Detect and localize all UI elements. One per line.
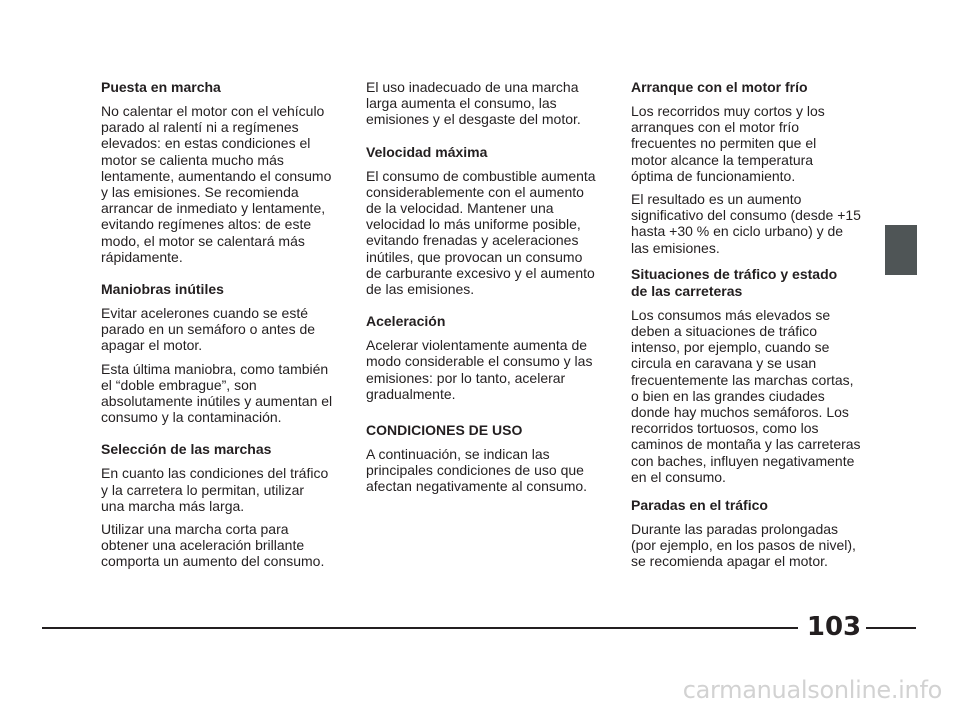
- paragraph: A continuación, se indican las principales condiciones de uso que afectan negativamente al consumo.: [366, 446, 588, 495]
- paragraph: El resultado es un aumento significativo del consumo (desde +15 hasta +30 % en ciclo urbano) y de las emisiones.: [631, 191, 861, 256]
- section-tab-marker: [885, 225, 917, 275]
- watermark: carmanualsonline.info: [682, 676, 942, 704]
- column-left: [101, 79, 341, 577]
- heading-arranque-motor-frio: Arranque con el motor frío: [631, 79, 808, 95]
- paragraph: No calentar el motor con el vehículo parado al ralentí ni a regímenes elevados: en estas condiciones el motor se calienta mucho más lentamente, aumentando el consumo y las emisiones. Se recomienda arrancar de inmediato y lentamente, evitando regímenes altos: de este modo, el motor se calentará más rápidamente.: [101, 103, 332, 265]
- heading-situaciones-trafico: Situaciones de tráfico y estado de las carreteras: [631, 265, 838, 299]
- page-number: 103: [806, 612, 862, 642]
- paragraph: Los recorridos muy cortos y los arranques con el motor frío frecuentes no permiten que el motor alcance la temperatura óptima de funcionamiento.: [631, 103, 825, 184]
- paragraph: Evitar acelerones cuando se esté parado en un semáforo o antes de apagar el motor.: [101, 305, 316, 354]
- column-middle: [366, 79, 606, 502]
- paragraph: Los consumos más elevados se deben a situaciones de tráfico intenso, por ejemplo, cuando se circula en caravana y se usan frecuentemente las marchas cortas, o bien en las grandes ciudades donde hay muchos semáforos. Los recorridos tortuosos, como los caminos de montaña y las carreteras con baches, influyen negativamente en el consumo.: [631, 306, 861, 485]
- heading-aceleracion: Aceleración: [366, 313, 446, 330]
- heading-velocidad-maxima: Velocidad máxima: [366, 143, 488, 160]
- column-right: [631, 79, 871, 577]
- heading-puesta-en-marcha: Puesta en marcha: [101, 79, 221, 95]
- paragraph: El consumo de combustible aumenta considerablemente con el aumento de la velocidad. Mantener una velocidad lo más uniforme posible, evitando frenadas y aceleraciones inútiles, que provocan un consumo de carburante excesivo y el aumento de las emisiones.: [366, 167, 596, 298]
- paragraph: En cuanto las condiciones del tráfico y la carretera lo permitan, utilizar una marcha más larga.: [101, 465, 329, 514]
- heading-paradas-trafico: Paradas en el tráfico: [631, 497, 768, 514]
- paragraph: El uso inadecuado de una marcha larga aumenta el consumo, las emisiones y el desgaste del motor.: [366, 79, 581, 128]
- heading-condiciones-de-uso: CONDICIONES DE USO: [366, 422, 523, 439]
- paragraph: Utilizar una marcha corta para obtener una aceleración brillante comporta un aumento del consumo.: [101, 521, 325, 570]
- paragraph: Acelerar violentamente aumenta de modo considerable el consumo y las emisiones: por lo tanto, acelerar gradualmente.: [366, 337, 593, 402]
- heading-seleccion-marchas: Selección de las marchas: [101, 441, 272, 458]
- heading-maniobras-inutiles: Maniobras inútiles: [101, 281, 224, 298]
- paragraph: Durante las paradas prolongadas (por ejemplo, en los pasos de nivel), se recomienda apagar el motor.: [631, 521, 856, 570]
- paragraph: Esta última maniobra, como también el “doble embrague”, son absolutamente inútiles y aumentan el consumo y la contaminación.: [101, 360, 333, 426]
- footer-rule-right: [866, 627, 916, 629]
- footer-rule-left: [42, 627, 798, 629]
